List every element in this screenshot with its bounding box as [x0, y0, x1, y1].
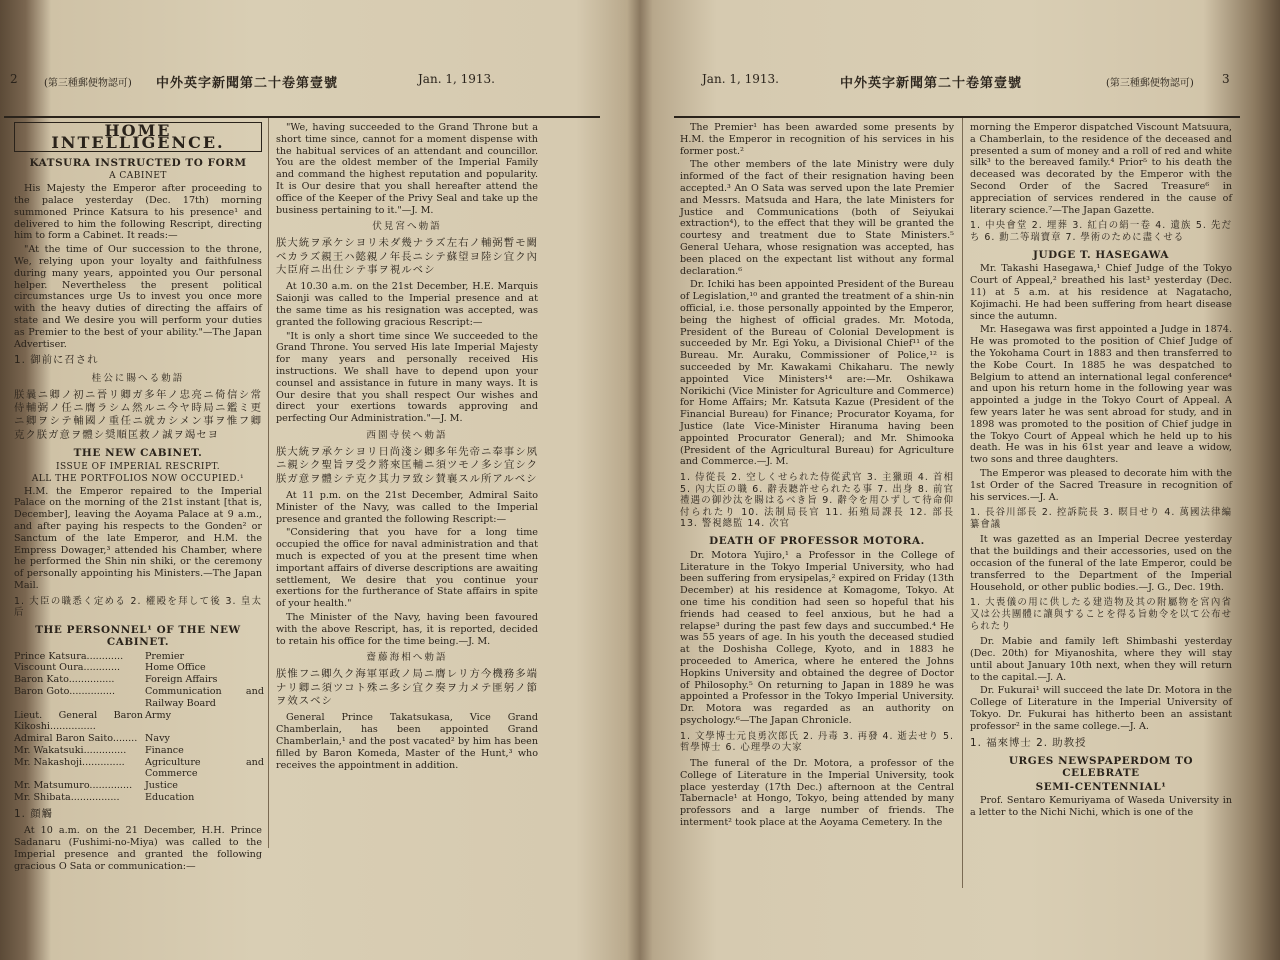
article-paragraph: His Majesty the Emperor after proceeding to the palace yesterday (Dec. 17th) morning summoned Prince Katsura to his presence¹ and delivered to him the following Rescript, directing him to form a Cabinet. It reads:— [14, 183, 262, 242]
article-heading: DEATH OF PROFESSOR MOTORA. [709, 535, 925, 548]
portfolio: Premier [144, 650, 185, 662]
article-heading: THE PERSONNEL¹ OF THE NEW CABINET. [35, 623, 241, 648]
minister-name: Admiral Baron Saito........ [14, 733, 138, 745]
minister-name: Mr. Matsumuro.............. [14, 780, 133, 792]
article-subheading: ALL THE PORTFOLIOS NOW OCCUPIED.¹ [31, 473, 245, 484]
rescript-quote: "At the time of Our succession to the throne, We, relying upon your loyalty and faithfulness during many years, appointed you Our personal helper. Nevertheless the present political circumstances urge Us to invest you once more with the heavy duties of directing the affairs of state and We desire you will perform your duties as Premier to the best of your ability."—The Japan Advertiser. [14, 244, 262, 350]
left-page [0, 0, 620, 960]
article-paragraph: At 10 a.m. on the 21 December, H.H. Prince Sadanaru (Fushimi-no-Miya) was called to the Imperial presence and granted the following gracious O Sata or communication:— [14, 825, 262, 872]
article-subheading: A CABINET [109, 171, 167, 182]
portfolio: Education [144, 792, 195, 804]
japanese-heading: 伏見宮へ勅語 [372, 221, 442, 233]
article-paragraph: Dr. Fukurai¹ will succeed the late Dr. Motora in the College of Literature in the Imperial University of Tokyo. Dr. Fukurai has hitherto been an assistant professor² in the same college.—J. A. [970, 685, 1232, 732]
article-paragraph: morning the Emperor dispatched Viscount Matsuura, a Chamberlain, to the residence of the deceased and presented a sum of money and a roll of red and white silk³ to the bereaved family.⁴ Prior⁵ to his death the deceased was decorated by the Emperor with the Second Order of the Sacred Treasure⁶ in appreciation of services rendered in the cause of literary science.⁷—The Japan Gazette. [970, 122, 1232, 216]
japanese-rescript: 朕曩ニ卿ノ初ニ晉リ卿ガ多年ノ忠亮ニ倚信シ常侍輔弼ノ任ニ膺ラシム然ルニ今ヤ時局ニ鑑ミ更ニ卿ヲシテ輔國ノ重任ニ就カシメン事ヲ惟フ卿克ク朕ガ意ヲ體シ奨順匡救ノ誠ヲ竭セヨ [14, 388, 262, 441]
footnotes: 1. 中央會堂 2. 埋葬 3. 紅白の絹一卷 4. 遺族 5. 先だち 6. 勳二等瑞寶章 7. 學術のために盡くせる [970, 220, 1232, 243]
article-paragraph: Prof. Sentaro Kemuriyama of Waseda University in a letter to the Nichi Nichi, which is one of the [970, 795, 1232, 819]
right-page [640, 0, 1280, 960]
article-paragraph: Mr. Takashi Hasegawa,¹ Chief Judge of the Tokyo Court of Appeal,² breathed his last³ yesterday (Dec. 11) at 5 a.m. at his residence at Nagatacho, Kojimachi. He had been suffering from heart disease since the autumn. [970, 263, 1232, 322]
issue-date: Jan. 1, 1913. [418, 72, 495, 86]
column-divider [962, 118, 963, 888]
japanese-heading: 齋藤海相へ勅語 [366, 652, 448, 664]
article-paragraph: Mr. Hasegawa was first appointed a Judge in 1874. He was promoted to the position of Chief Judge of the Yokohama Court in 1883 and then transferred to the Kobe Court. In 1885 he was despatched to Belgium to attend an international legal conference⁴ and upon his return home in the following year was appointed a judge in the Tokyo Court of Appeal. A few years later he was sent abroad for study, and in 1898 was promoted to the position of Chief judge in the Tokyo Court of Appeal which he held up to his death. He was in his 61st year and leave a widow, two sons and three daughters. [970, 324, 1232, 466]
minister-name: Prince Katsura............ [14, 650, 124, 662]
article-paragraph: Dr. Mabie and family left Shimbashi yesterday (Dec. 20th) for Miyanoshita, where they will stay until about January 10th next, when they will return to the capital.—J. A. [970, 636, 1232, 683]
header-rule [674, 116, 1240, 118]
right-column-1 [680, 122, 954, 831]
footnote: 1. 大臣の職悉く定める 2. 權殿を拜して後 3. 皇太后 [14, 595, 262, 619]
article-paragraph: Dr. Ichiki has been appointed President of the Bureau of Legislation,¹⁰ and granted the treatment of a shin-nin official, i.e. those personally appointed by the Emperor, being the highest of official grades. Mr. Motoda, President of the Bureau of Colonial Development is succeeded by Mr. Egi Yoku, a Divisional Chief¹¹ of the Bureau. Mr. Auraku, Commissioner of Police,¹² is succeeded by Mr. Kawakami Chikaharu. The newly appointed Vice Ministers¹⁴ are:—Mr. Oshikawa Norikichi (Vice Minister for Agriculture and Commerce) for Home Affairs; Mr. Katsuta Kazue (President of the Financial Bureau) for Finance; Procurator Koyama, for Justice (late Vice-Minister Hiranuma having been appointed Procurator General); and Mr. Shimooka (President of the Agricultural Bureau) for Agriculture and Commerce.—J. M. [680, 279, 954, 468]
article-subheading: ISSUE OF IMPERIAL RESCRIPT. [55, 461, 221, 472]
article-paragraph: At 10.30 a.m. on the 21st December, H.E. Marquis Saionji was called to the Imperial presence and at the same time as his resignation was accepted, was granted the following gracious Rescript:— [276, 281, 538, 328]
article-heading: SEMI-CENTENNIAL¹ [1035, 780, 1167, 793]
article-heading: JUDGE T. HASEGAWA [1032, 248, 1169, 261]
cabinet-list [14, 651, 262, 804]
article-paragraph: The Minister of the Navy, having been favoured with the above Rescript, has, it is reported, decided to retain his office for the time being.—J. M. [276, 611, 538, 647]
japanese-heading: 桂公に賜へる勅語 [91, 372, 185, 384]
left-column-1 [14, 122, 262, 874]
left-column-2 [276, 122, 538, 773]
article-paragraph: Dr. Motora Yujiro,¹ a Professor in the College of Literature in the Tokyo Imperial University, who had been suffering from erysipelas,² expired on Friday (13th December) at his residence at Komagome, Tokyo. At one time his condition had seen so hopeful that his friends had ceased to feel anxious, but he had a relapse³ during the past few days and succumbed.⁴ He was 55 years of age. In his youth the deceased studied at the Doshisha College, Kyoto, and in 1883 he proceeded to America, where he entered the Johns Hopkins University and obtained the degree of Doctor of Philosophy.⁵ On returning to Japan in 1889 he was appointed a Professor in the Tokyo Imperial University. Dr. Motora was regarded as an authority on psychology.⁶—The Japan Chronicle. [680, 549, 954, 727]
page-number: 2 [10, 72, 18, 86]
rescript-quote: "We, having succeeded to the Grand Throne but a short time since, cannot for a moment dispense with the habitual services of an attendant and councillor. You are the oldest member of the Imperial Family and command the highest reputation and popularity. It is Our desire that you shall hereafter attend the office of the Keeper of the Privy Seal and take up the business pertaining to it."—J. M. [276, 122, 538, 216]
article-paragraph: General Prince Takatsukasa, Vice Grand Chamberlain, has been appointed Grand Chamberlain,¹ and the post vacated² by him has been filled by Baron Komeda, Master of the Hunt,³ who receives the appointment in addition. [276, 712, 538, 771]
minister-name: Baron Goto............... [14, 685, 116, 697]
footnotes: 1. 侍從長 2. 空しくせられた侍從武官 3. 主獵頭 4. 首相 5. 內大臣の職 6. 辭表聽許せられたる事 7. 出身 8. 前官禮遇の御沙汰を賜はるべき旨 9. 辭令を用ひずして待命仰付られたり 10. 法制局長官 11. 拓殖局課長 12. 部長 13. 警視總監 14. 次官 [680, 472, 954, 530]
article-paragraph: The Emperor was pleased to decorate him with the 1st Order of the Sacred Treasure in recognition of his services.—J. A. [970, 467, 1232, 503]
article-heading: THE NEW CABINET. [73, 447, 203, 460]
japanese-rescript: 朕惟フニ卿久ク海軍軍政ノ局ニ膺レリ方今機務多端ナリ卿ニ須ツコト殊ニ多シ宜ク奏ヲ力メテ匪躬ノ節ヲ效スベシ [276, 668, 538, 707]
postal-license: (第三種郵便物認可) [1106, 78, 1194, 89]
footnotes: 1. 大喪儀の用に供したる建造物及其の附屬物を宮內省又は公共團體に讓與することを得る旨勅令を以て公布せられたり [970, 597, 1232, 632]
minister-name: Viscount Oura............ [14, 662, 121, 674]
portfolio: Navy [144, 733, 170, 745]
japanese-rescript: 朕大統ヲ承ケシヨリ日尚淺シ卿多年先帝ニ奉事シ夙ニ親シク聖旨ヲ受ク將來匡輔ニ須ツモノ多シ宜シク朕ガ意ヲ體シテ克ク其力ヲ致シ賛襄スル所アルベシ [276, 445, 538, 485]
article-paragraph: The funeral of the Dr. Motora, a professor of the College of Literature in the Imperial University, took place yesterday (17th Dec.) afternoon at the Central Tabernacle¹ at Hongo, Tokyo, being attended by many professors and a large number of friends. The interment² took place at the Aoyama Cemetery. In the [680, 758, 954, 828]
portfolio: Foreign Affairs [144, 674, 218, 686]
portfolio: Agriculture and Commerce [144, 756, 264, 780]
rescript-quote: "It is only a short time since We succeeded to the Grand Throne. You served His late Imperial Majesty for many years and personally received His instructions. We shall have to depend upon your counsel and assistance in future in many ways. It is Our desire that you shall respect Our wishes and direct your exertions towards approving and perfecting Our Administration."—J. M. [276, 330, 538, 425]
minister-name: Mr. Nakashoji.............. [14, 756, 125, 768]
article-paragraph: It was gazetted as an Imperial Decree yesterday that the buildings and their accessories, used on the occasion of the funeral of the late Emperor, could be transferred to the Department of the Imperial Household, or other public bodies.—J. G., Dec. 19th. [970, 534, 1232, 593]
article-paragraph: The Premier¹ has been awarded some presents by H.M. the Emperor in recognition of his services in his former post.² [680, 122, 954, 157]
minister-name: Mr. Wakatsuki.............. [14, 744, 127, 756]
portfolio: Home Office [144, 662, 206, 674]
footnotes: 1. 文學博士元良勇次郎氏 2. 丹毒 3. 再發 4. 逝去せり 5. 哲學博士 6. 心理學の大家 [680, 730, 954, 754]
section-banner: HOME INTELLIGENCE. [14, 122, 262, 152]
article-heading: URGES NEWSPAPERDOM TO CELEBRATE [1008, 755, 1194, 779]
issue-date: Jan. 1, 1913. [702, 72, 779, 86]
portfolio: Justice [144, 780, 178, 792]
right-column-2 [970, 122, 1232, 821]
footnote: 1. 顔觸 [14, 807, 53, 820]
masthead: 中外英字新聞第二十卷第壹號 [156, 76, 339, 91]
minister-name: Baron Kato............... [14, 674, 115, 686]
minister-name: Mr. Shibata................ [14, 792, 120, 804]
masthead: 中外英字新聞第二十卷第壹號 [840, 76, 1023, 91]
postal-license: (第三種郵便物認可) [44, 78, 132, 89]
portfolio: Finance [144, 744, 184, 756]
page-number: 3 [1222, 72, 1230, 86]
article-heading: KATSURA INSTRUCTED TO FORM [29, 156, 247, 169]
rescript-quote: "Considering that you have for a long time occupied the office for naval administration and that much is expected of you at the present time when important affairs of diverse descriptions are awaiting settlement, We desire that you continue your exertions for the furtherance of State affairs in spite of your health." [276, 527, 538, 610]
article-paragraph: The other members of the late Ministry were duly informed of the fact of their resignation having been accepted.³ An O Sata was served upon the late Premier and Messrs. Matsuda and Hara, the late Ministers for Justice and Communications (both of Seiyukai extraction⁴), to the effect that they will be granted the courtesy and treatment due to State Ministers.⁵ General Uehara, whose resignation was accepted, has been placed on the expectant list without any formal declaration.⁶ [680, 159, 954, 277]
footnotes: 1. 福來博士 2. 助教授 [970, 736, 1087, 749]
minister-name: Lieut. General Baron Kikoshi............... [14, 709, 143, 733]
japanese-heading: 西園寺侯へ勅語 [366, 429, 448, 441]
article-paragraph: H.M. the Emperor repaired to the Imperial Palace on the morning of the 21st instant [that is, December], leaving the Aoyama Palace at 9 a.m., and after paying his respects to the Gonden² or Sanctum of the late Emperor, and H.M. the Empress Dowager,³ attended his Chamber, where he performed the Shin nin shiki, or the ceremony of personally appointing his Ministers.—The Japan Mail. [14, 485, 262, 591]
portfolio: Army [144, 709, 171, 721]
column-divider [268, 118, 269, 848]
portfolio: Communication and Railway Board [144, 685, 264, 709]
article-paragraph: At 11 p.m. on the 21st December, Admiral Saito Minister of the Navy, was called to the Imperial presence and granted the following Rescript:— [276, 489, 538, 525]
japanese-rescript: 朕大統ヲ承ケシヨリ未ダ幾ナラズ左右ノ輔弼暫モ闕ベカラズ親王ハ懿親ノ年長ニシテ蘇望ヨ陸シ宜ク內大臣府ニ出仕シテ事ヲ視ルベシ [276, 237, 538, 276]
footnotes: 1. 長谷川部長 2. 控訴院長 3. 瞑目せり 4. 萬國法律編纂會議 [970, 507, 1232, 530]
footnote: 1. 御前に召され [14, 354, 99, 367]
header-rule [4, 116, 600, 118]
